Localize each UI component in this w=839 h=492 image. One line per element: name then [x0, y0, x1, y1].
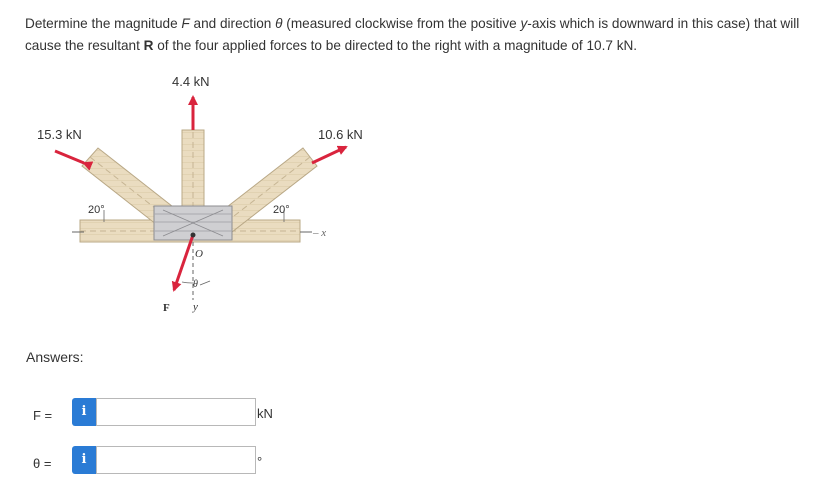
arrow-left-force	[55, 151, 84, 163]
info-icon[interactable]: i	[72, 446, 96, 474]
F-label: F =	[33, 408, 53, 423]
F-unit: kN	[257, 406, 273, 421]
label-F: F	[163, 302, 170, 314]
question-part-5: of the four applied forces to be directed to the right with a magnitude of 10.7 kN.	[153, 38, 638, 53]
question-part-3: (measured clockwise from the positive	[282, 16, 521, 31]
F-input[interactable]	[96, 398, 256, 426]
arrow-right-force	[312, 147, 346, 163]
var-y: y	[520, 16, 528, 31]
answer-row-theta	[0, 446, 400, 478]
right-diagonal-member	[218, 148, 317, 232]
vertical-member	[182, 130, 204, 212]
answer-row-F	[0, 398, 400, 430]
question-part-4: -axis which is downward in this case) that will cause the resultant	[25, 16, 800, 53]
origin-point	[191, 233, 196, 238]
var-R: R	[143, 38, 154, 53]
theta-pointer	[200, 281, 210, 285]
label-angle-left: 20°	[88, 204, 105, 216]
label-theta: θ	[193, 279, 198, 290]
label-force-right: 10.6 kN	[318, 127, 363, 142]
info-icon[interactable]: i	[72, 398, 96, 426]
label-x: – x	[313, 227, 327, 239]
var-theta: θ	[275, 16, 283, 31]
theta-input[interactable]	[96, 446, 256, 474]
answers-label: Answers:	[26, 349, 84, 365]
question-part-2: and direction	[189, 16, 276, 31]
label-angle-right: 20°	[273, 204, 290, 216]
label-force-top: 4.4 kN	[172, 74, 210, 89]
theta-label: θ =	[33, 456, 52, 471]
theta-unit: °	[257, 454, 263, 469]
theta-arc	[182, 282, 193, 283]
var-F: F	[181, 16, 190, 31]
label-force-left: 15.3 kN	[37, 127, 82, 142]
arrow-F-force	[174, 235, 193, 290]
label-y: y	[193, 301, 198, 313]
label-origin: O	[195, 248, 203, 260]
question-part-1: Determine the magnitude	[25, 16, 182, 31]
